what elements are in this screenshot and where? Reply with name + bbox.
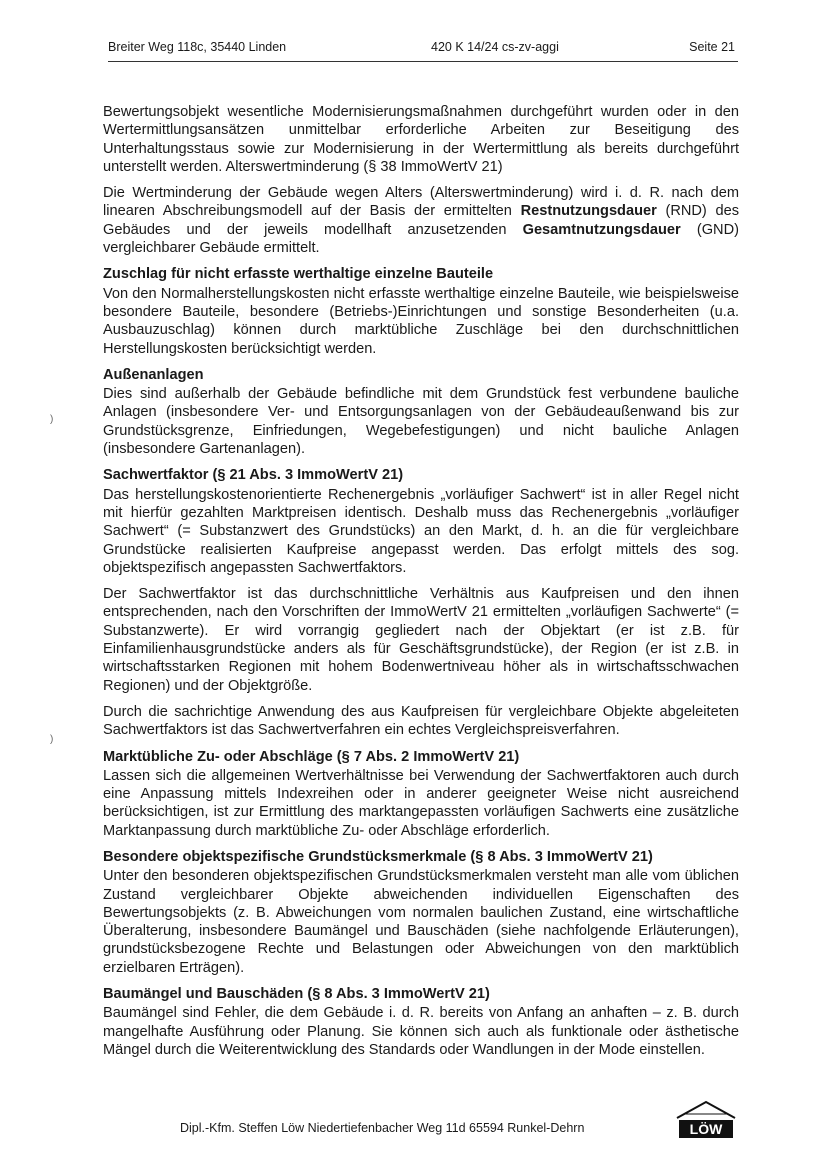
paragraph-alterswertminderung [103, 184, 739, 257]
paragraph-modernisation: Bewertungsobjekt wesentliche Modernisierungsmaßnahmen durchgeführt wurden oder in den Wertermittlungsansätzen unmittelbar erforderliche Arbeiten zur Beseitigung des Unterhaltungsstaus sowie zur Modernisierung in der Wertermittlung als bereits durchgeführt unterstellt werden. Alterswertminderung (§ 38 ImmoWertV 21) [103, 104, 739, 175]
header-address: Breiter Weg 118c, 35440 Linden [108, 40, 287, 54]
paragraph-marktanpassung: Lassen sich die allgemeinen Wertverhältnisse bei Verwendung der Sachwertfaktoren auch durch eine Anpassung mittels Indexreihen oder in anderer geeigneter Weise nicht ausreichend berücksichtigen, ist zur Ermittlung des marktangepassten vorläufigen Sachwerts eine zusätzliche Marktanpassung durch marktübliche Zu- oder Abschläge erforderlich. [103, 767, 739, 839]
text-run: (RND) des Gebäudes und der jeweils modellhaft anzusetzenden [103, 203, 739, 238]
page-header [108, 37, 738, 62]
header-case-reference: 420 K 14/24 cs-zv-aggi [431, 40, 559, 54]
heading-besondere-merkmale: Besondere objektspezifische Grundstücksmerkmale (§ 8 Abs. 3 ImmoWertV 21) [103, 848, 653, 865]
heading-baumaengel: Baumängel und Bauschäden (§ 8 Abs. 3 ImmoWertV 21) [103, 986, 490, 1003]
paragraph-besondere-merkmale: Unter den besonderen objektspezifischen Grundstücksmerkmalen versteht man alle vom üblichen Zustand vergleichbarer Objekte abweichenden individuellen Eigenschaften des Bewertungsobjekts (z. B. Abweichungen vom normalen baulichen Zustand, eine wirtschaftliche Überalterung, insbesondere Baumängel und Bauschäden (siehe nachfolgende Erläuterungen), grundstücksbezogene Rechte und Belastungen oder Abweichungen von den marktüblich erzielbaren Erträgen). [103, 868, 739, 976]
term-gesamtnutzungsdauer: Gesamtnutzungsdauer [522, 221, 681, 238]
footer-address: Dipl.-Kfm. Steffen Löw Niedertiefenbacher Weg 11d 65594 Runkel-Dehrn [180, 1121, 585, 1135]
header-page-number: Seite 21 [689, 40, 735, 54]
paragraph-sachwert-3: Durch die sachrichtige Anwendung des aus Kaufpreisen für vergleichbare Objekte abgeleiteten Sachwertfaktors ist das Sachwertverfahren ein echtes Vergleichspreisverfahren. [103, 703, 739, 739]
paragraph-baumaengel: Baumängel sind Fehler, die dem Gebäude i. d. R. bereits von Anfang an anhaften – z. B. durch mangelhafte Ausführung oder Planung. Sie können sich auch als funktionale oder ästhetische Mängel durch die Weiterentwicklung des Standards oder Wandlungen in der Mode einstellen. [103, 1005, 739, 1058]
heading-zuschlag: Zuschlag für nicht erfasste werthaltige einzelne Bauteile [103, 266, 494, 283]
paragraph-aussenanlagen: Dies sind außerhalb der Gebäude befindliche mit dem Grundstück fest verbundene bauliche Anlagen (insbesondere Ver- und Entsorgungsanlagen von der Gebäudeaußenwand bis zur Grundstücksgrenze, Einfriedungen, Wegebefestigungen) und nicht bauliche Anlagen (insbesondere Gartenanlagen). [103, 386, 739, 458]
paragraph-zuschlag: Von den Normalherstellungskosten nicht erfasste werthaltige einzelne Bauteile, wie beispielsweise besondere Bauteile, besondere (Betriebs-)Einrichtungen und sonstige Besonderheiten (u.a. Ausbauzuschlag) können durch marktübliche Zuschläge bei den durchschnittlichen Herstellungskosten berücksichtigt werden. [103, 285, 739, 357]
scan-artifact-mark: ) [50, 414, 54, 425]
scan-artifact-mark: ) [50, 734, 54, 745]
term-restnutzungsdauer: Restnutzungsdauer [520, 203, 657, 220]
heading-aussenanlagen: Außenanlagen [103, 366, 204, 383]
text-run: (GND) vergleichbarer Gebäude ermittelt. [103, 221, 739, 257]
logo-graphic [675, 1098, 737, 1140]
text-run: Die Wertminderung der Gebäude wegen Alters (Alterswertminderung) wird i. d. R. nach dem linearen Abschreibungsmodell auf der Basis der ermittelten [103, 185, 739, 220]
document-body [103, 103, 739, 1067]
roof-logo-icon [675, 1098, 737, 1140]
logo-text: LÖW [689, 1121, 723, 1137]
heading-marktanpassung: Marktübliche Zu- oder Abschläge (§ 7 Abs. 2 ImmoWertV 21) [103, 748, 520, 765]
heading-sachwertfaktor: Sachwertfaktor (§ 21 Abs. 3 ImmoWertV 21) [103, 467, 404, 484]
paragraph-sachwert-2: Der Sachwertfaktor ist das durchschnittliche Verhältnis aus Kaufpreisen und den ihnen entsprechenden, nach den Vorschriften der ImmoWertV 21 ermittelten „vorläufigen Sachwerte“ (= Substanzwerte). Er wird vorrangig gegliedert nach der Objektart (er ist z.B. für Einfamilienhausgrundstücke anders als für Geschäftsgrundstücke), der Region (er ist z.B. in wirtschaftsstarken Regionen mit hohem Bodenwertniveau höher als in wirtschaftsschwachen Regionen) und der Objektgröße. [103, 586, 739, 694]
paragraph-sachwert-1: Das herstellungskostenorientierte Rechenergebnis „vorläufiger Sachwert“ ist in aller Regel nicht mit hierfür gezahlten Marktpreisen identisch. Deshalb muss das Rechenergebnis „vorläufiger Sachwert“ (= Substanzwert des Grundstücks) an den Markt, d. h. an die für vergleichbare Grundstücke realisierten Kaufpreise angepasst werden. Das erfolgt mittels des sog. objektspezifisch angepassten Sachwertfaktors. [103, 486, 739, 576]
